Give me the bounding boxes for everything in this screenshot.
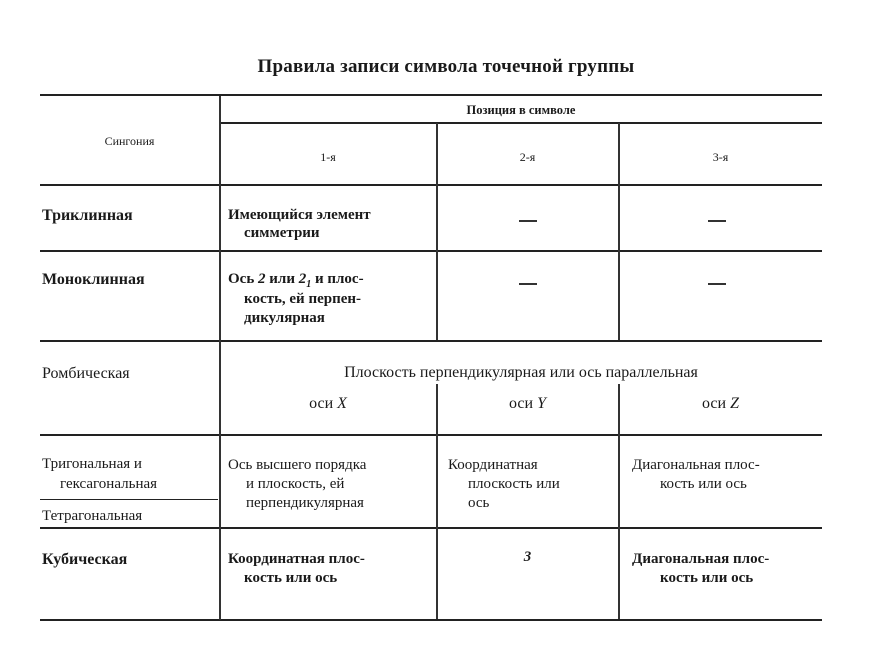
row-monoclinic-c1-post: и плос- [311, 271, 364, 287]
row-monoclinic-c1-line3: дикулярная [244, 310, 325, 326]
table-top-rule [40, 94, 822, 96]
row-triclinic-c1-line2: симметрии [244, 225, 320, 241]
row-rule-4 [40, 527, 822, 529]
axis-2-1-index: 1 [306, 279, 312, 290]
row-trigonal-c1-line3: перпендикулярная [246, 495, 364, 511]
row-triclinic-c1-line1: Имеющийся элемент [228, 207, 371, 223]
header-syngony: Сингония [104, 134, 155, 148]
header-col-2: 2-я [519, 150, 536, 164]
axis-2-1-symbol [298, 271, 312, 290]
header-bottom-rule [40, 184, 822, 186]
row-trigonal-name-line2: гексагональная [60, 476, 158, 492]
header-col-1: 1-я [320, 150, 336, 164]
row-rhombic-c1 [220, 395, 436, 413]
col-rule-0 [219, 96, 221, 620]
row-monoclinic-name: Моноклинная [42, 271, 145, 288]
row-cubic-name: Кубическая [42, 551, 128, 568]
row-triclinic-name: Триклинная [42, 207, 133, 224]
row-cubic-c1-line2: кость или ось [244, 570, 338, 586]
row-monoclinic-c3-dash [708, 283, 726, 285]
row-rule-1 [40, 250, 822, 252]
row-trigonal-c1-line2: и плоскость, ей [246, 476, 345, 492]
col-rule-2b [618, 384, 620, 619]
row-monoclinic-c1-line2: кость, ей перпен- [244, 291, 362, 307]
row-cubic-c1-line1: Координатная плос- [228, 551, 365, 567]
row-cubic-c3-line1: Диагональная плос- [632, 551, 770, 567]
row-trigonal-c3-line2: кость или ось [660, 476, 747, 492]
row-monoclinic-c2-dash [519, 283, 537, 285]
row-rule-tetragonal [40, 499, 218, 500]
header-sub-rule [220, 122, 822, 124]
row-trigonal-c3-line1: Диагональная плос- [632, 457, 760, 473]
row-rule-3 [40, 434, 822, 436]
col-rule-1b [436, 384, 438, 619]
row-monoclinic-c1-mid: или [265, 271, 299, 287]
row-rhombic-name: Ромбическая [42, 365, 130, 382]
row-cubic-c3-line2: кость или ось [660, 570, 754, 586]
row-monoclinic-c1-pre: Ось [228, 271, 259, 287]
row-rhombic-c2: оси Y [509, 395, 546, 412]
row-rule-2 [40, 340, 822, 342]
header-position: Позиция в символе [466, 103, 576, 117]
row-trigonal-c2-line1: Координатная [448, 457, 538, 473]
row-triclinic-c2-dash [519, 220, 537, 222]
row-trigonal-name-line1: Тригональная и [42, 456, 142, 472]
row-trigonal-c2-line3: ось [468, 495, 490, 511]
row-cubic-c2 [437, 548, 618, 566]
axis-2-1-base: 2 [298, 271, 307, 287]
row-trigonal-c1-line1: Ось высшего порядка [228, 457, 367, 473]
header-col-3: 3-я [712, 150, 729, 164]
page-title: Правила записи символа точечной группы [257, 56, 635, 77]
row-trigonal-c2-line2: плоскость или [468, 476, 560, 492]
row-rhombic-c1-text: оси X [309, 395, 347, 412]
row-triclinic-c3-dash [708, 220, 726, 222]
row-cubic-c2-symbol: 3 [523, 549, 532, 565]
row-tetragonal-name: Тетрагональная [42, 508, 143, 524]
axis-2-symbol: 2 [258, 271, 266, 287]
row-rhombic-c3: оси Z [702, 395, 739, 412]
table-bottom-rule [40, 619, 822, 621]
row-rhombic-span-text: Плоскость перпендикулярная или ось параллельная [344, 364, 698, 381]
